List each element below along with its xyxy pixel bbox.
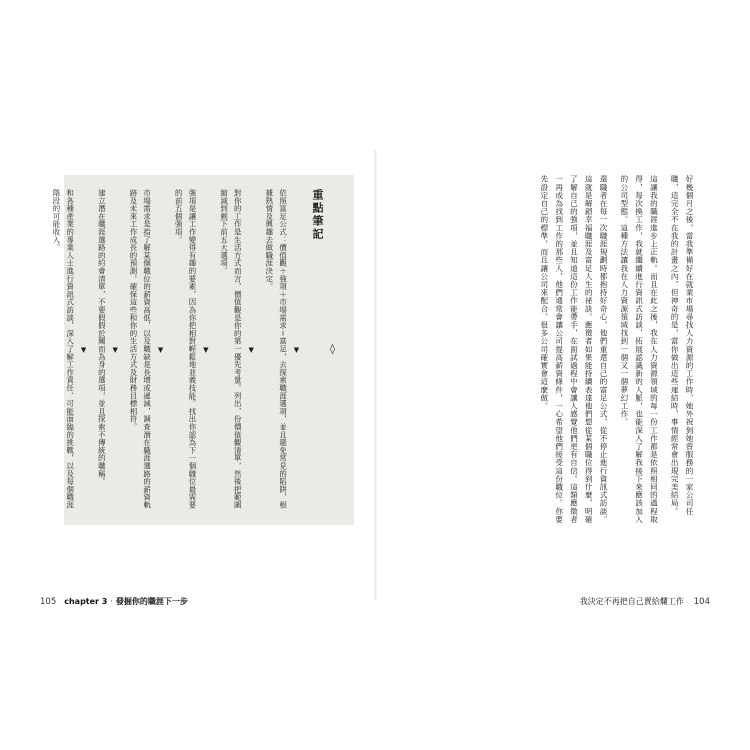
key-notes-heading-label: 重點筆記	[311, 189, 324, 241]
bullet-icon: ▼	[201, 346, 210, 355]
left-page	[40, 150, 376, 600]
list-item	[172, 189, 212, 515]
left-page-number: 105	[40, 597, 57, 607]
left-page-footer-chapter	[64, 596, 188, 607]
footer-separator: ‧	[110, 597, 113, 606]
right-page-number: 104	[693, 597, 710, 607]
bullet-icon: ▼	[247, 346, 256, 355]
list-item	[262, 189, 302, 515]
list-item-text: 建立潛在職涯選路的約會清單，不要假假於關而為身的選項，並且探索不傳統的職稱。	[97, 189, 107, 486]
list-item	[95, 189, 122, 515]
list-item-text: 和各種產業的專業人士進行資訊式訪談，深入了解工作責任、可能面臨的挑戰，以及每個職涯階段的可能收入。	[52, 189, 75, 509]
chapter-section-label: 發掘你的職涯下一步	[115, 597, 188, 606]
list-item-text: 對你的工作是生活方式而言，價值觀是你的第一優先考量。列出，份價值觀清單，然後把範圍縮減到剩下前五大選項。	[219, 189, 243, 509]
key-notes-list	[44, 189, 302, 515]
key-notes-box	[52, 175, 354, 525]
list-item-text: 強項是讓工作變得有趣的要素，因為你把相對輕鬆地並義技能。找出你認為下一個職位最需要的前五個強項。	[174, 189, 197, 509]
right-page	[378, 150, 714, 600]
key-notes-heading	[309, 189, 341, 515]
body-text-columns	[396, 175, 696, 525]
body-paragraph: 這讓我的職涯進步上正軌。而且在此之後，我在人力資源領域的每一份工作都是依照相同的過程取得，每次換工作，我就繼續進行資訊式訪談，拓展認識新的人脈，也能深入了解我接下來應該加入的公司型態。這種方法讓我在人力資源領域找到一個又一個夢幻工作。	[619, 175, 659, 524]
chapter-label: chapter 3	[64, 597, 108, 606]
list-item-text: 依照富足公式：價值觀＋強項＋市場需求＝富足，去探索職涯選項，並且避免常見的陷阱，根據熱情及興趣去做職涯決定。	[264, 189, 288, 509]
bullet-icon: ▼	[156, 346, 165, 355]
list-item	[217, 189, 257, 515]
right-page-footer	[580, 596, 710, 607]
bullet-icon: ▼	[79, 346, 88, 355]
bullet-icon: ▼	[292, 346, 301, 355]
list-item	[49, 189, 89, 515]
body-paragraph: 好幾個月之後，當我準備好在就業市場尋找人力資源的工作時，她外祝到她曾服務的一家公司任職，這完全不在我的計畫之內，但神奇的是，當你做出這些連結時，事情經常會出現完美結局。	[670, 175, 694, 516]
body-paragraph: 還職者在每一次職涯規劃時都抱持好奇心，他們重還自己的富足公式，從不停止進行資訊式訪談。這就是解鎖幸福職涯及富足人生的祕訣。應徵者如果能持續表達他們想從某個職位得到什麼，明確了解自己的強項，並且知道這份工作能帶手，在面試過程中會讓人感覺他們更有自信。這類應徵者一再成為找到工作的那些人，他們通常會讓公司提高薪資條件，一心希望他們接受這份職位。你要先設定自己的標準，而且讓公司來配合。很多公司確實會這麼做。	[539, 175, 609, 524]
book-title-label: 我決定不再把自己賣給爛工作	[579, 597, 684, 606]
bullet-icon: ▼	[111, 346, 120, 355]
left-page-footer	[40, 596, 188, 607]
list-item-text: 市場需求是指了解某個職位的薪資高低，以及職缺是長增或遞減，調查潛在職涯選路的薪資軌跡及未來工作成長的預測，確保這些和你的生活方式及財務目標相符。	[128, 189, 152, 509]
list-item	[126, 189, 166, 515]
diamond-icon: ◊	[327, 343, 338, 357]
